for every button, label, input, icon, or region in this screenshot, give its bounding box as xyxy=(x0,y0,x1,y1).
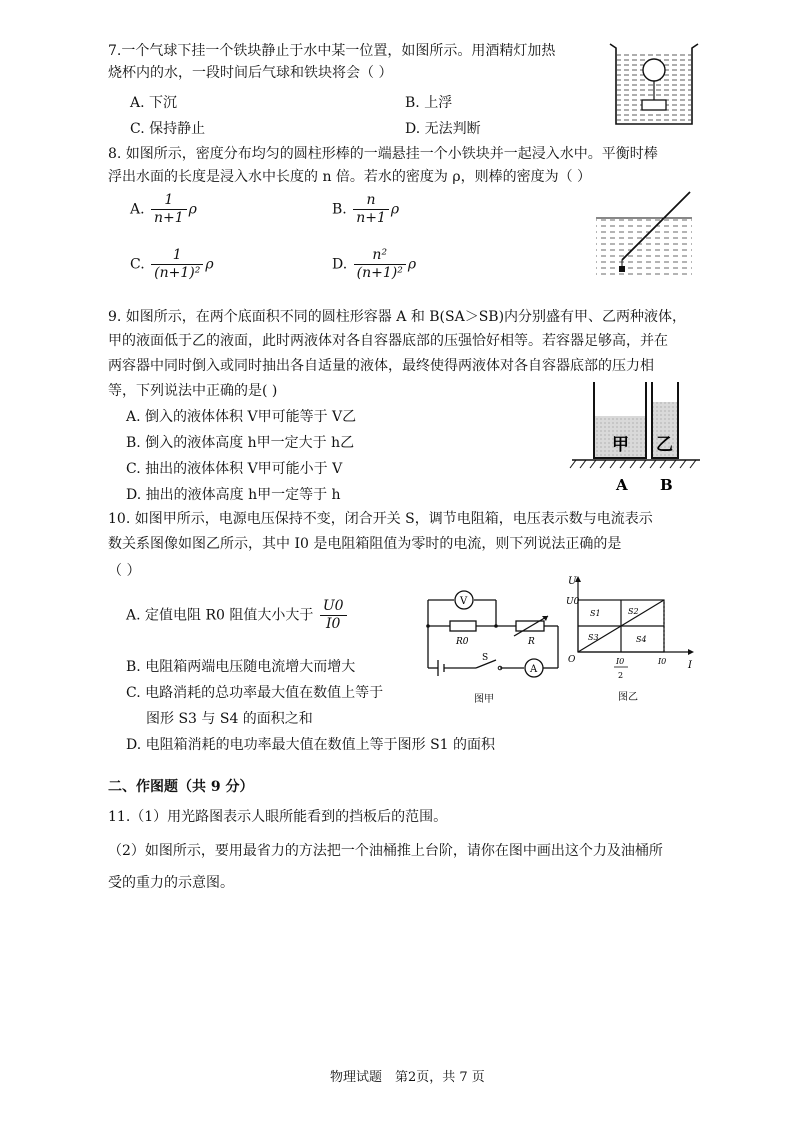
q10-option-d: D. 电阻箱消耗的电功率最大值在数值上等于图形 S1 的面积 xyxy=(126,737,496,753)
graph-caption: 图乙 xyxy=(618,692,638,703)
switch-label: S xyxy=(482,653,489,663)
q8-stem-line1: 8. 如图所示，密度分布均匀的圆柱形棒的一端悬挂一个小铁块并一起浸入水中。平衡时棒 xyxy=(108,146,658,162)
q11-part2-line2: 受的重力的示意图。 xyxy=(108,875,234,891)
q10-stem-line1: 10. 如图甲所示，电源电压保持不变，闭合开关 S，调节电阻箱，电压表示数与电流表示 xyxy=(108,511,653,527)
q9-option-d: D. 抽出的液体高度 h甲一定等于 h xyxy=(126,487,341,503)
q8-option-a: A. $\frac{1}{n+1}$ ρ xyxy=(130,192,197,226)
q7-beaker-figure xyxy=(608,38,700,128)
q8-option-b: B. $\frac{n}{n+1}$ ρ xyxy=(332,192,400,226)
q7-option-d: D. 无法判断 xyxy=(405,121,481,137)
q9-stem-line3: 两容器中同时倒入或同时抽出各自适量的液体，最终使得两液体对各自容器底部的压力相 xyxy=(108,358,654,374)
q9-option-a: A. 倒入的液体体积 V甲可能等于 V乙 xyxy=(126,409,357,425)
q9-stem-line2: 甲的液面低于乙的液面，此时两液体对各自容器底部的压强恰好相等。若容器足够高，并在 xyxy=(108,333,668,349)
q9-stem-line4: 等，下列说法中正确的是( ) xyxy=(108,383,278,399)
i0-label: I0 xyxy=(658,657,667,666)
liquid-a-label: 甲 xyxy=(612,435,629,455)
q7-option-a: A. 下沉 xyxy=(130,95,178,111)
q9-stem-line1: 9. 如图所示，在两个底面积不同的圆柱形容器 A 和 B(SA＞SB)内分别盛有甲、乙两种液体， xyxy=(108,309,687,325)
q9-option-c: C. 抽出的液体体积 V甲可能小于 V xyxy=(126,461,343,477)
half-i0-num: I0 xyxy=(616,657,625,666)
u0-label: U0 xyxy=(566,597,580,607)
r0-label: R0 xyxy=(456,637,469,647)
q7-stem-line1: 7.一个气球下挂一个铁块静止于水中某一位置，如图所示。用酒精灯加热 xyxy=(108,43,556,59)
ammeter-label: A xyxy=(530,664,538,675)
q9-containers-figure xyxy=(568,378,704,496)
q7-stem-line2: 烧杯内的水，一段时间后气球和铁块将会（ ） xyxy=(108,65,393,81)
circuit-caption: 图甲 xyxy=(474,694,494,705)
q8-option-c: C. $\frac{1}{\text{(n+1)²}}$ ρ xyxy=(130,247,214,281)
q10-option-c-line2: 图形 S3 与 S4 的面积之和 xyxy=(146,711,313,727)
q10-option-c-line1: C. 电路消耗的总功率最大值在数值上等于 xyxy=(126,685,384,701)
s2-label: S2 xyxy=(628,607,639,616)
u-axis-label: U xyxy=(568,576,577,587)
half-i0-den: 2 xyxy=(618,671,624,680)
q11-part1: 11.（1）用光路图表示人眼所能看到的挡板后的范围。 xyxy=(108,809,448,825)
q10-stem-line3: （ ） xyxy=(108,563,141,579)
q10-option-b: B. 电阻箱两端电压随电流增大而增大 xyxy=(126,659,356,675)
section2-title: 二、作图题（共 9 分） xyxy=(108,779,254,795)
s4-label: S4 xyxy=(636,635,647,644)
q10-option-a: A. 定值电阻 R0 阻值大小大于 $\frac{U0}{I0}$ xyxy=(126,598,349,633)
container-a-label: A xyxy=(616,476,628,494)
page-footer: 物理试题 第2页，共 7 页 xyxy=(330,1070,485,1085)
q10-stem-line2: 数关系图像如图乙所示，其中 I0 是电阻箱阻值为零时的电流，则下列说法正确的是 xyxy=(108,536,622,552)
container-b-label: B xyxy=(660,476,673,494)
q10-graph-figure xyxy=(564,574,698,712)
q8-stem-line2: 浮出水面的长度是浸入水中长度的 n 倍。若水的密度为 ρ，则棒的密度为（ ） xyxy=(108,169,592,185)
q11-part2-line1: （2）如图所示，要用最省力的方法把一个油桶推上台阶，请你在图中画出这个力及油桶所 xyxy=(108,843,663,859)
q9-option-b: B. 倒入的液体高度 h甲一定大于 h乙 xyxy=(126,435,355,451)
q7-option-c: C. 保持静止 xyxy=(130,121,206,137)
i-axis-label: I xyxy=(688,660,692,671)
origin-label: O xyxy=(568,655,576,665)
r-label: R xyxy=(528,637,535,647)
liquid-b-label: 乙 xyxy=(656,435,673,455)
s1-label: S1 xyxy=(590,609,601,618)
q8-option-d: D. $\frac{\text{n²}}{\text{(n+1)²}}$ ρ xyxy=(332,247,417,281)
q10-circuit-figure xyxy=(420,590,570,710)
q7-option-b: B. 上浮 xyxy=(405,95,453,111)
voltmeter-label: V xyxy=(460,596,468,607)
q8-rod-figure xyxy=(592,188,696,280)
s3-label: S3 xyxy=(588,633,599,642)
